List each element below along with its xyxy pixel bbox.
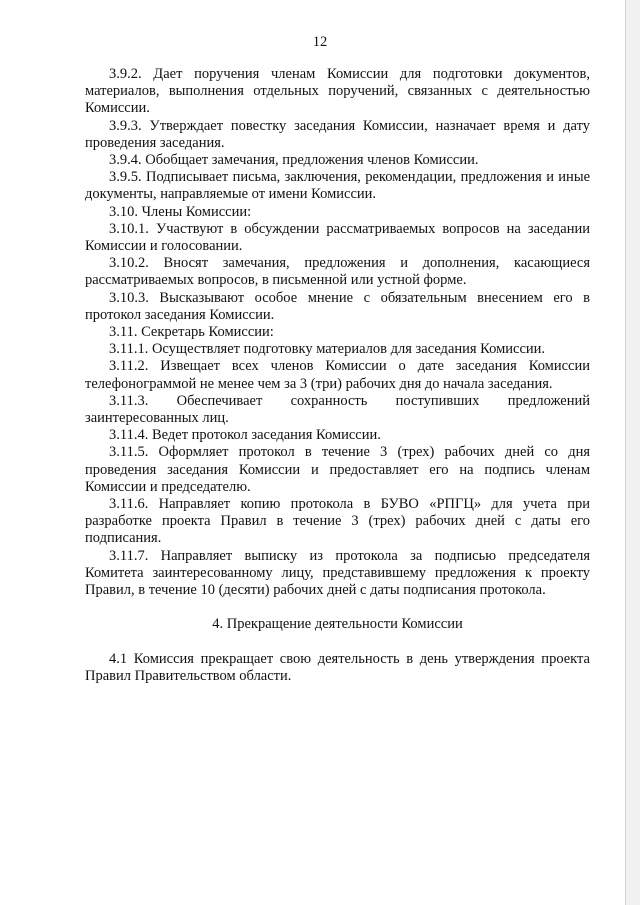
paragraph-4-1: 4.1 Комиссия прекращает свою деятельность в день утверждения проекта Правил Правительством области.: [85, 650, 590, 684]
paragraph-3-9-3: 3.9.3. Утверждает повестку заседания Комиссии, назначает время и дату проведения заседания.: [85, 117, 590, 151]
page-number: 12: [312, 34, 328, 50]
paragraph-3-9-5: 3.9.5. Подписывает письма, заключения, рекомендации, предложения и иные документы, направляемые от имени Комиссии.: [85, 169, 590, 203]
paragraph-3-11: 3.11. Секретарь Комиссии:: [109, 324, 274, 341]
document-body: [85, 66, 590, 685]
section-heading: 4. Прекращение деятельности Комиссии: [212, 616, 463, 633]
viewer-scroll-edge[interactable]: [625, 0, 640, 905]
paragraph-3-9-4: 3.9.4. Обобщает замечания, предложения членов Комиссии.: [109, 152, 479, 169]
paragraph-3-10: 3.10. Члены Комиссии:: [109, 203, 252, 220]
paragraph-3-11-2: 3.11.2. Извещает всех членов Комиссии о дате заседания Комиссии телефонограммой не менее чем за 3 (три) рабочих дня до начала заседания.: [85, 358, 590, 392]
paragraph-3-9-2: 3.9.2. Дает поручения членам Комиссии для подготовки документов, материалов, выполнения отдельных поручений, связанных с деятельностью Комиссии.: [85, 66, 590, 117]
paragraph-3-10-2: 3.10.2. Вносят замечания, предложения и дополнения, касающиеся рассматриваемых вопросов, в письменной или устной форме.: [85, 255, 590, 289]
paragraph-3-11-6: 3.11.6. Направляет копию протокола в БУВО «РПГЦ» для учета при разработке проекта Правил в течение 3 (трех) рабочих дней с даты его подписания.: [85, 496, 590, 547]
paragraph-3-11-1: 3.11.1. Осуществляет подготовку материалов для заседания Комиссии.: [109, 341, 546, 358]
paragraph-3-11-5: 3.11.5. Оформляет протокол в течение 3 (трех) рабочих дней со дня проведения заседания Комиссии и предоставляет его на подпись членам Комиссии и председателю.: [85, 444, 590, 495]
paragraph-3-10-1: 3.10.1. Участвуют в обсуждении рассматриваемых вопросов на заседании Комиссии и голосовании.: [85, 220, 590, 255]
paragraph-3-11-7: 3.11.7. Направляет выписку из протокола за подписью председателя Комитета заинтересованному лицу, представившему предложения к проекту Правил, в течение 10 (десяти) рабочих дней с даты подписания протокола.: [85, 547, 590, 599]
paragraph-3-11-3: 3.11.3. Обеспечивает сохранность поступивших предложений заинтересованных лиц.: [85, 392, 590, 427]
paragraph-3-10-3: 3.10.3. Высказывают особое мнение с обязательным внесением его в протокол заседания Комиссии.: [85, 289, 590, 323]
paragraph-3-11-4: 3.11.4. Ведет протокол заседания Комиссии.: [109, 427, 381, 444]
